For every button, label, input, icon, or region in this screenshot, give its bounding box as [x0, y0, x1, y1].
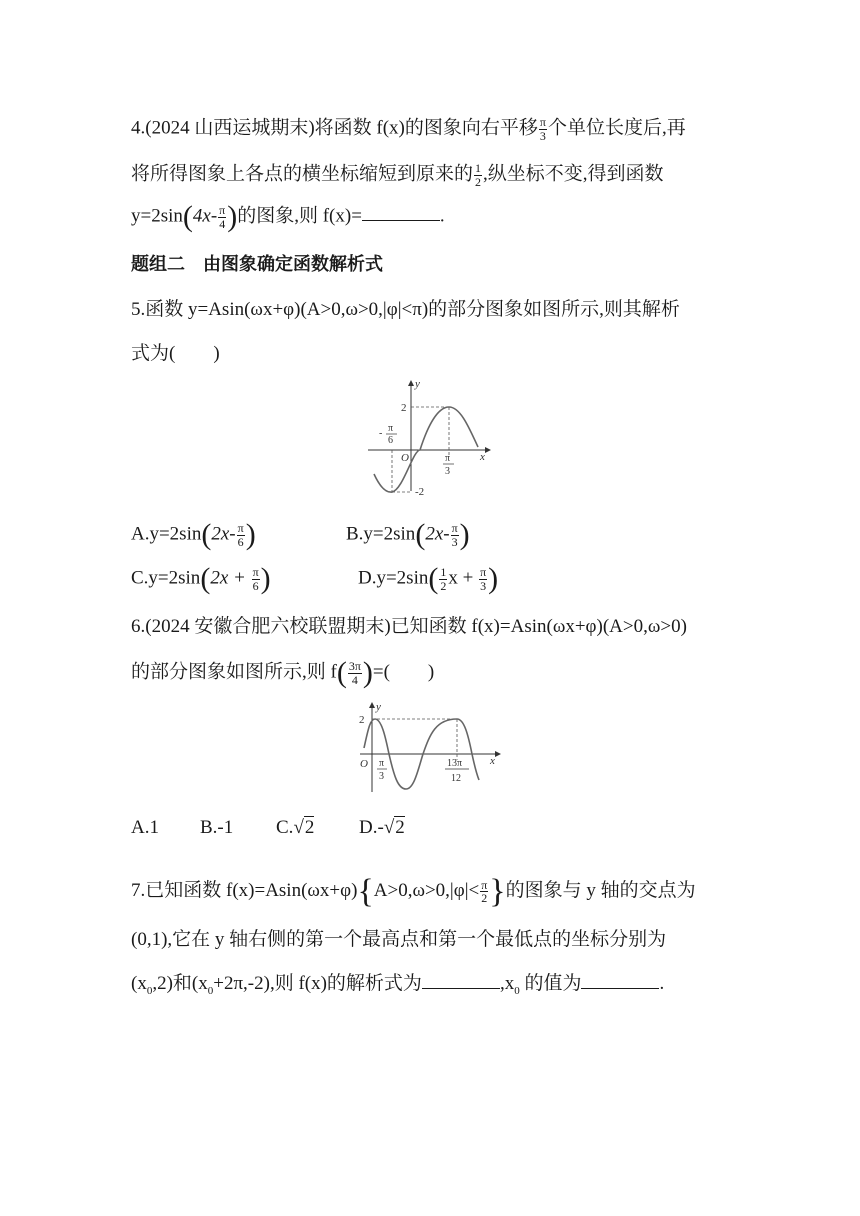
- q4-inner-expression: 4x-: [192, 205, 218, 227]
- q4-fraction-1-2: $\frac{1}{2}$: [475, 161, 482, 189]
- q7-line-3: $(x_0,2)$和$(x_0+2\pi,-2)$,则 f(x)的解析式为 $,x_0$ 的值为 .: [131, 973, 665, 997]
- q4-fraction-pi-4: $\frac{\pi}{4}$: [219, 203, 226, 231]
- q6-ymax-label: 2: [359, 714, 365, 726]
- q5-xleft-num: π: [388, 423, 394, 434]
- q5-y-label: y: [415, 378, 420, 390]
- q4-answer-blank[interactable]: [362, 219, 440, 221]
- q5-x-label: x: [480, 451, 485, 463]
- q6-line-1: 6.(2024 安徽合肥六校联盟期末)已知函数 f(x)=Asin(ωx+φ)(A>0,ω>0): [131, 616, 687, 637]
- q6-fraction-3pi-4: $\frac{3\pi}{4}$: [348, 659, 361, 687]
- q5-option-d[interactable]: D.y=2sin( $\frac{1}{2}$ x + $\frac{\pi}{3}$ ): [358, 562, 499, 596]
- q6-x-label: x: [490, 755, 495, 767]
- q4-text-3a: y=2sin: [131, 205, 183, 227]
- q5-ymin-label: -2: [415, 486, 425, 495]
- q4-text-2b: ,纵坐标不变,得到函数: [483, 163, 664, 185]
- q6-sine-graph: [356, 700, 506, 795]
- svg-text:-: -: [379, 428, 383, 439]
- q4-line-1: [131, 116, 686, 142]
- q7-answer-blank-2[interactable]: [581, 987, 659, 989]
- q6-y-label: y: [376, 701, 381, 713]
- q6-line-2: 的部分图象如图所示,则 f( $\frac{3\pi}{4}$ )=( ): [131, 656, 435, 690]
- q5-line-1: 5.函数 y=Asin(ωx+φ)(A>0,ω>0,|φ|<π)的部分图象如图所示,则其解析: [131, 299, 680, 320]
- q6-option-a[interactable]: A.1: [131, 817, 159, 838]
- q4-line-2: [131, 162, 664, 188]
- q5-xleft-den: 6: [388, 435, 393, 446]
- q5-xright-den: 3: [445, 466, 450, 477]
- q6-x1-den: 3: [379, 771, 384, 782]
- q6-option-d[interactable]: D.-√2: [359, 817, 405, 838]
- q7-condition: A>0,ω>0,|φ|<: [373, 879, 480, 901]
- q7-line-2: (0,1),它在 y 轴右侧的第一个最高点和第一个最低点的坐标分别为: [131, 929, 667, 950]
- q4-line-3: y=2sin(4x- $\frac{\pi}{4}$ )的图象,则 f(x)= .: [131, 200, 445, 234]
- q6-origin-label: O: [360, 758, 368, 770]
- q7-answer-blank-1[interactable]: [422, 987, 500, 989]
- q6-x1-num: π: [379, 758, 385, 769]
- q5-option-b[interactable]: B.y=2sin(2x- $\frac{\pi}{3}$ ): [346, 518, 470, 552]
- q5-line-2: 式为( ): [131, 343, 220, 364]
- q4-text-3b: 的图象,则 f(x)=: [237, 205, 362, 227]
- q7-line-1: 7.已知函数 f(x)=Asin(ωx+φ){A>0,ω>0,|φ|< $\frac{\pi}{2}$ }的图象与 y 轴的交点为: [131, 873, 696, 910]
- q5-origin-label: O: [401, 452, 409, 464]
- q4-text-1a: 4.(2024 山西运城期末)将函数 f(x)的图象向右平移: [131, 117, 538, 139]
- q5-sine-graph: [358, 375, 498, 495]
- q5-xright-num: π: [445, 453, 451, 464]
- q5-ymax-label: 2: [401, 402, 407, 414]
- section-title: 题组二 由图象确定函数解析式: [131, 254, 383, 275]
- q6-option-b[interactable]: B.-1: [200, 817, 234, 838]
- q6-x2-num: 13π: [447, 758, 463, 769]
- q5-option-c[interactable]: C.y=2sin(2x + $\frac{\pi}{6}$ ): [131, 562, 271, 596]
- q4-text-1b: 个单位长度后,再: [547, 117, 686, 139]
- q4-text-2a: 将所得图象上各点的横坐标缩短到原来的: [131, 163, 474, 185]
- q6-option-c[interactable]: C.√2: [276, 817, 315, 838]
- q5-option-a[interactable]: A.y=2sin(2x- $\frac{\pi}{6}$ ): [131, 518, 256, 552]
- q6-x2-den: 12: [451, 773, 461, 784]
- q4-fraction-pi-3: $\frac{\pi}{3}$: [539, 115, 546, 143]
